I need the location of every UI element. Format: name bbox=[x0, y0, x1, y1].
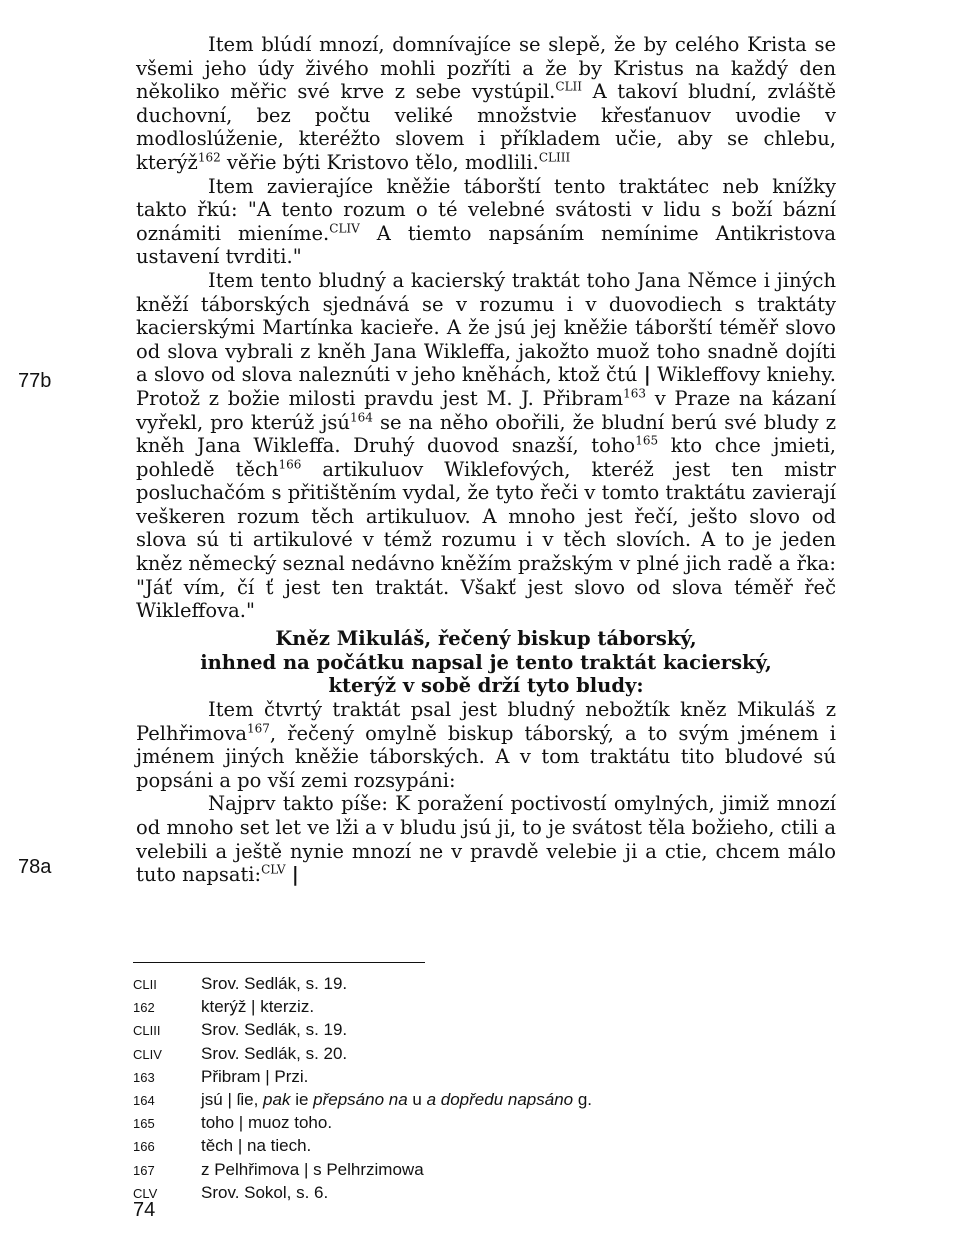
note-ref: CLIV bbox=[329, 221, 360, 236]
footnote-mark: 165 bbox=[133, 1116, 155, 1132]
margin-folio-77b: 77b bbox=[18, 370, 52, 392]
paragraph: Item tento bludný a kacierský traktát toho Jana Němce i jiných kněží táborských sjednává se v rozumu i v duovodiech s traktáty kacierskými Martínka kacieře. A že jsú jej kněžie táborští téměř slovo od slova vybrali z kněh Jana Wikleffa, jakožto muož toho snadně dojíti a slovo od slova naleznúti v jeho kněhách, ktož čtú | Wikleffovy kniehy. Protož z božie milosti pravdu jest M. J. Přibram$^{163}$ v Praze na kázaní vyřekl, pro kterúž jsú$^{164}$ se na něho obořili, že bludní berú své bludy z kněh Jana Wikleffa. Druhý duovod snazší, toho$^{165}$ kto chce jmieti, pohledě těch$^{166}$ artikuluov Wiklefových, kteréž jest ten mistr posluchačóm s přitištěním vydal, že tyto řeči v tomto traktátu zavierají veškeren rozum těch artikuluov. A mnoho jest řečí, ješto slovo od slova sú ti artikulové v témž rozumu i v těch slovích. A to je jeden kněz německý seznal nedávno kněžím pražským v plné jich radě a řka: "Jáť vím, čí ť jest ten traktát. Všakť jest slovo od slova téměř řeč Wikleffova." bbox=[136, 268, 837, 623]
footnote bbox=[133, 1044, 833, 1067]
footnote-rule bbox=[133, 962, 425, 963]
note-ref: CLII bbox=[555, 79, 583, 94]
page-number: 74 bbox=[133, 1199, 156, 1221]
heading-line: kterýž v sobě drží tyto bludy: bbox=[328, 674, 644, 698]
footnote-text: Srov. Sedlák, s. 20. bbox=[201, 1043, 348, 1063]
footnote-text: kterýž | kterziz. bbox=[201, 997, 315, 1017]
section-text bbox=[136, 698, 836, 887]
footnote-text: Srov. Sedlák, s. 19. bbox=[201, 974, 348, 993]
footnote-mark: 164 bbox=[133, 1092, 155, 1108]
footnote-text: Srov. Sokol, s. 6. bbox=[201, 1182, 329, 1202]
folio-separator: | bbox=[291, 863, 299, 887]
footnote-mark: CLIII bbox=[133, 1023, 161, 1039]
footnote bbox=[133, 1090, 833, 1113]
footnote-text: toho | muoz toho. bbox=[201, 1113, 333, 1133]
note-ref: 163 bbox=[623, 386, 646, 401]
footnote-mark: CLV bbox=[133, 1185, 158, 1201]
paragraph: Item blúdí mnozí, domnívajíce se slepě, že by celého Krista se všemi jeho údy živého mohli pozříti a že by Kristus na každý den několiko měřic své krve z sebe vystúpil.$^{CLII}$ A takoví bludní, zvláště duchovní, bez počtu veliké množstvie křesťanuov uvodie v modloslúženie, kteréžto slovem i příkladem učie, aby se chlebu, kterýž$^{162}$ věřie býti Kristovo tělo, modlili.$^{CLIII}$ bbox=[136, 33, 837, 174]
footnote-mark: 163 bbox=[133, 1069, 155, 1085]
footnote-mark: 166 bbox=[133, 1139, 155, 1155]
main-text bbox=[136, 33, 836, 623]
heading-line: Kněz Mikuláš, řečený biskup táborský, bbox=[275, 627, 697, 650]
footnote-text: Přibram | Przi. bbox=[201, 1066, 309, 1086]
paragraph: Najprv takto píše: K poražení poctivostí omylných, jimiž mnozí od mnoho set let ve lži a v bludu jsú ji, to je svátost těla božieho, ctili a velebili a ještě nynie mnozí ne v pravdě velebie ji a ctie, chcem málo tuto napsati:$^{CLV}$ | bbox=[136, 792, 836, 887]
footnote-mark: CLIV bbox=[133, 1046, 162, 1062]
footnote-text: těch | na tiech. bbox=[201, 1136, 312, 1156]
heading-line: inhned na počátku napsal je tento traktát kacierský, bbox=[200, 650, 772, 674]
paragraph: Item čtvrtý traktát psal jest bludný nebožtík kněz Mikuláš z Pelhřimova$^{167}$, řečený omylně biskup táborský, a to svým jménem i jménem jiných kněžie táborských. A v tom traktátu tito bludové sú popsáni a po vší zemi rozsypáni: bbox=[136, 698, 836, 792]
footnote-text: z Pelhřimova | s Pelhrzimowa bbox=[201, 1159, 424, 1179]
footnote bbox=[133, 1067, 833, 1090]
folio-separator: | bbox=[643, 363, 651, 387]
footnote-text: jsú | ſie, pak ie přepsáno na u a dopředu napsáno g. bbox=[201, 1089, 593, 1109]
note-ref: 165 bbox=[635, 433, 659, 448]
margin-folio-78a: 78a bbox=[18, 856, 52, 878]
note-ref: 167 bbox=[247, 721, 270, 736]
footnote-mark: 162 bbox=[133, 1000, 155, 1016]
footnote bbox=[133, 974, 833, 997]
footnote bbox=[133, 1020, 833, 1043]
footnote bbox=[133, 997, 833, 1020]
note-ref: 166 bbox=[278, 457, 302, 472]
note-ref: CLIII bbox=[538, 150, 571, 165]
footnote-mark: CLII bbox=[133, 977, 157, 992]
footnote bbox=[133, 1160, 833, 1183]
footnote bbox=[133, 1183, 833, 1206]
note-ref: 162 bbox=[197, 150, 221, 165]
paragraph: Item zavierajíce kněžie táborští tento traktátec neb knížky takto řkú: "A tento rozum o té velebné svátosti v lidu s boží bázní oznámiti mieníme.$^{CLIV}$ A tiemto napsáním nemínime Antikristova ustavení tvrditi." bbox=[136, 174, 836, 269]
note-ref: CLV bbox=[261, 862, 286, 877]
note-ref: 164 bbox=[349, 410, 373, 424]
footnotes bbox=[133, 974, 833, 1206]
footnote-mark: 167 bbox=[133, 1162, 155, 1178]
footnote bbox=[133, 1136, 833, 1159]
footnote-text: Srov. Sedlák, s. 19. bbox=[201, 1020, 348, 1040]
footnote bbox=[133, 1113, 833, 1136]
section-heading bbox=[136, 627, 836, 698]
